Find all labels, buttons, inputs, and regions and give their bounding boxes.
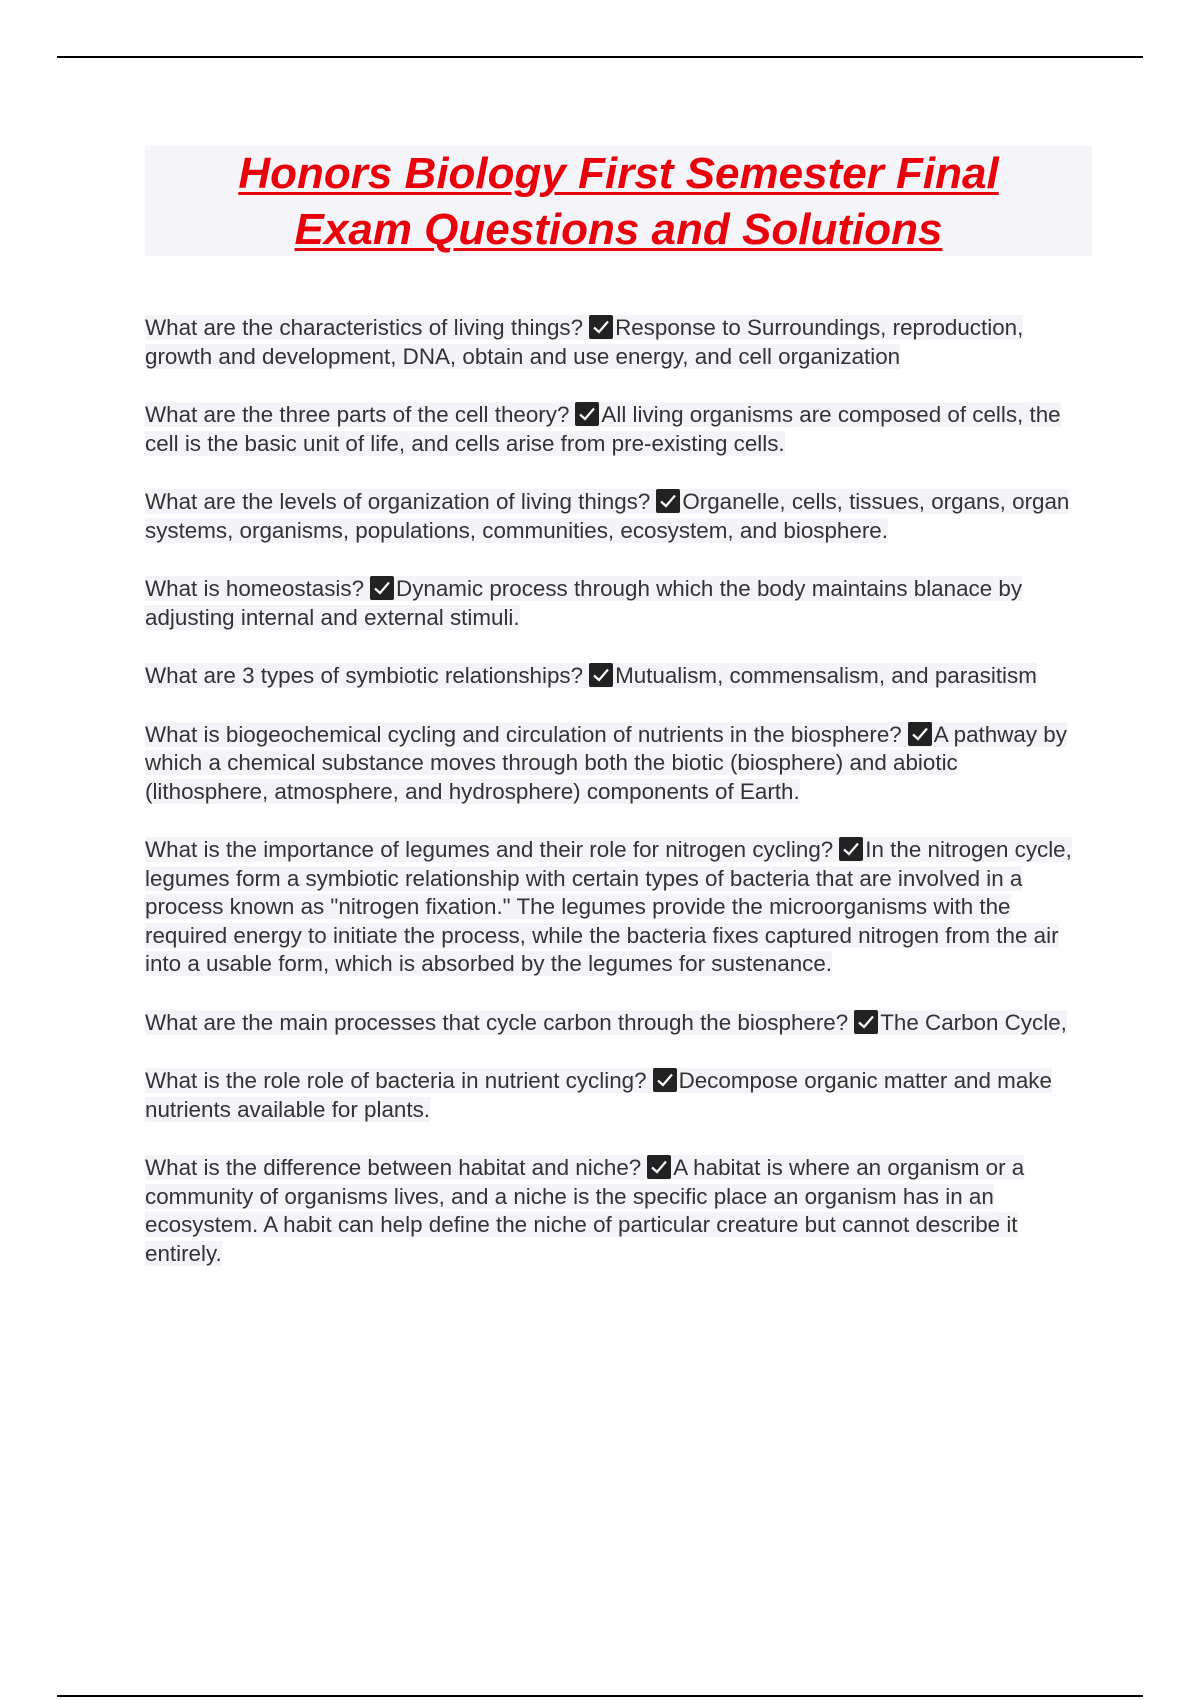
qa-item — [145, 575, 1085, 632]
answer-text: All living organisms are composed of cells, the cell is the basic unit of life, and cells arise from pre-existing cells. — [145, 402, 1061, 456]
page-title-line-1 — [145, 146, 1092, 202]
question-text: What are the main processes that cycle carbon through the biosphere? — [145, 1009, 849, 1035]
title-text-1: Honors Biology First Semester Final — [238, 149, 999, 198]
answer-text: A habitat is where an organism or a community of organisms lives, and a niche is the specific place an organism has in an ecosystem. A habit can help define the niche of particular creature but cannot describe it entirely. — [145, 1155, 1025, 1266]
question-text: What is biogeochemical cycling and circulation of nutrients in the biosphere? — [145, 721, 902, 747]
qa-item — [145, 1009, 1085, 1038]
checkmark-icon — [854, 1010, 878, 1034]
answer-text: Mutualism, commensalism, and parasitism — [615, 663, 1037, 688]
answer-text: Organelle, cells, tissues, organs, organ systems, organisms, populations, communities, ecosystem, and biosphere. — [145, 489, 1070, 543]
question-text: What is the difference between habitat and niche? — [145, 1155, 642, 1180]
question-text: What is the role role of bacteria in nutrient cycling? — [145, 1068, 647, 1093]
answer-text: Decompose organic matter and make nutrients available for plants. — [145, 1068, 1052, 1122]
question-text: What is homeostasis? — [145, 576, 365, 601]
checkmark-icon — [589, 663, 613, 687]
answer-text: Dynamic process through which the body maintains blanace by adjusting internal and external stimuli. — [145, 576, 1023, 630]
qa-item — [145, 488, 1085, 545]
checkmark-icon — [647, 1155, 671, 1179]
question-text: What are the characteristics of living things? — [145, 315, 584, 340]
qa-item — [145, 836, 1085, 979]
answer-text: In the nitrogen cycle, legumes form a symbiotic relationship with certain types of bacteria that are involved in a process known as "nitrogen fixation." The legumes provide the microorganisms with the required energy to initiate the process, while the bacteria fixes captured nitrogen from the air into a usable form, which is absorbed by the legumes for sustenance. — [145, 837, 1072, 976]
qa-item — [145, 401, 1085, 458]
answer-text: Response to Surroundings, reproduction, growth and development, DNA, obtain and use energy, and cell organization — [145, 315, 1024, 369]
checkmark-icon — [575, 402, 599, 426]
title-banner — [145, 146, 1092, 256]
bottom-rule — [57, 1695, 1143, 1697]
answer-text: The Carbon Cycle, — [880, 1009, 1067, 1035]
checkmark-icon — [908, 722, 932, 746]
qa-item — [145, 721, 1085, 807]
qa-item — [145, 314, 1085, 371]
answer-text: A pathway by which a chemical substance moves through both the biotic (biosphere) and abiotic (lithosphere, atmosphere, and hydrosphere) components of Earth. — [145, 721, 1067, 804]
checkmark-icon — [370, 576, 394, 600]
checkmark-icon — [839, 837, 863, 861]
checkmark-icon — [589, 315, 613, 339]
question-text: What are 3 types of symbiotic relationships? — [145, 663, 584, 688]
question-text: What is the importance of legumes and their role for nitrogen cycling? — [145, 837, 834, 862]
top-rule — [57, 56, 1143, 58]
page-title-line-2 — [145, 202, 1092, 258]
qa-item — [145, 1067, 1085, 1124]
checkmark-icon — [653, 1068, 677, 1092]
qa-list — [145, 314, 1085, 1298]
qa-item — [145, 1154, 1085, 1268]
qa-item — [145, 662, 1085, 691]
checkmark-icon — [656, 489, 680, 513]
question-text: What are the three parts of the cell theory? — [145, 402, 570, 427]
question-text: What are the levels of organization of living things? — [145, 489, 651, 514]
title-text-2: Exam Questions and Solutions — [294, 205, 943, 254]
